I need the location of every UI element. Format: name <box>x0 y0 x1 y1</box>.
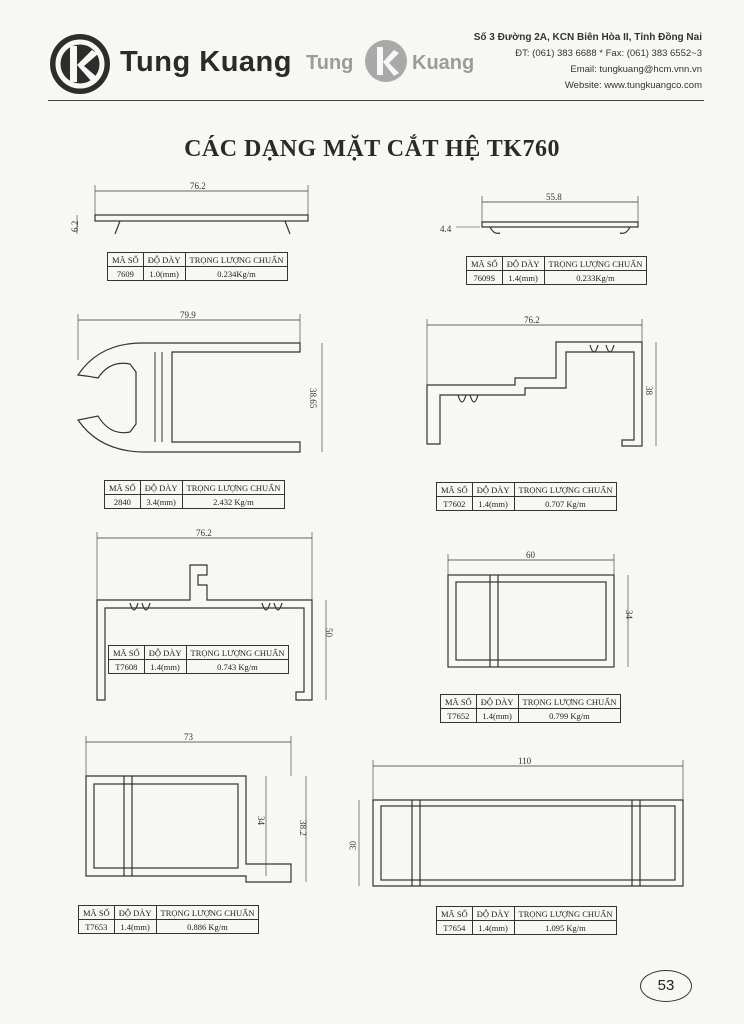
profile-drawing-t7608 <box>97 532 326 700</box>
header-thickness: ĐỘ DÀY <box>144 646 186 660</box>
website[interactable]: Website: www.tungkuangco.com <box>564 80 702 91</box>
dim-t7602-height: 38 <box>644 386 654 395</box>
profile-weight: 0.886 Kg/m <box>156 920 259 934</box>
header-code: MÃ SỐ <box>108 253 144 267</box>
dim-t7602-width: 76.2 <box>524 315 540 325</box>
spec-table-t7652 <box>440 694 621 723</box>
brand-logo-text-left: Tung <box>306 52 354 74</box>
header-thickness: ĐỘ DÀY <box>502 257 544 271</box>
profile-code: T7654 <box>437 921 473 935</box>
dim-t7654-width: 110 <box>518 756 532 766</box>
header-weight: TRỌNG LƯỢNG CHUẨN <box>156 906 259 920</box>
spec-table-2840 <box>104 480 285 509</box>
brand-name: Tung Kuang <box>120 46 292 78</box>
profile-thickness: 1.4(mm) <box>476 709 518 723</box>
dim-t7654-height: 30 <box>348 841 358 850</box>
header-thickness: ĐỘ DÀY <box>114 906 156 920</box>
page-number: 53 <box>640 970 692 1002</box>
header-code: MÃ SỐ <box>109 646 145 660</box>
profile-weight: 0.707 Kg/m <box>514 497 617 511</box>
profile-weight: 1.095 Kg/m <box>514 921 617 935</box>
spec-table-t7653 <box>78 905 259 934</box>
profile-weight: 0.799 Kg/m <box>518 709 621 723</box>
profile-drawing-7609 <box>77 185 308 234</box>
dim-t7653-width: 73 <box>184 732 193 742</box>
dim-t7608-width: 76.2 <box>196 528 212 538</box>
profile-thickness: 1.4(mm) <box>472 921 514 935</box>
header-code: MÃ SỐ <box>79 906 115 920</box>
spec-table-t7654 <box>436 906 617 935</box>
profile-thickness: 1.4(mm) <box>502 271 544 285</box>
dim-t7652-width: 60 <box>526 550 535 560</box>
header-weight: TRỌNG LƯỢNG CHUẨN <box>518 695 621 709</box>
dim-7609-width: 76.2 <box>190 181 206 191</box>
header-weight: TRỌNG LƯỢNG CHUẨN <box>182 481 285 495</box>
profile-thickness: 1.4(mm) <box>144 660 186 674</box>
page-title: CÁC DẠNG MẶT CẮT HỆ TK760 <box>184 136 560 162</box>
header-weight: TRỌNG LƯỢNG CHUẨN <box>544 257 647 271</box>
profile-code: T7608 <box>109 660 145 674</box>
dim-t7652-height: 34 <box>624 610 634 619</box>
profile-drawing-2840 <box>78 314 322 452</box>
header-weight: TRỌNG LƯỢNG CHUẨN <box>186 646 289 660</box>
profile-weight: 2.432 Kg/m <box>182 495 285 509</box>
header-code: MÃ SỐ <box>437 483 473 497</box>
profile-code: 7609 <box>108 267 144 281</box>
profile-thickness: 3.4(mm) <box>140 495 182 509</box>
profile-drawing-t7654 <box>359 760 683 886</box>
profile-thickness: 1.4(mm) <box>114 920 156 934</box>
dim-2840-width: 79.9 <box>180 310 196 320</box>
profile-code: 2840 <box>105 495 141 509</box>
profile-code: T7653 <box>79 920 115 934</box>
brand-logo-text-right: Kuang <box>412 52 475 74</box>
profile-thickness: 1.0(mm) <box>143 267 185 281</box>
header-thickness: ĐỘ DÀY <box>140 481 182 495</box>
spec-table-t7608 <box>108 645 289 674</box>
header-weight: TRỌNG LƯỢNG CHUẨN <box>514 483 617 497</box>
dim-t7653-height-outer: 38.2 <box>298 820 308 836</box>
header-thickness: ĐỘ DÀY <box>472 483 514 497</box>
profile-code: T7602 <box>437 497 473 511</box>
header-code: MÃ SỐ <box>467 257 503 271</box>
spec-table-7609s <box>466 256 647 285</box>
header-weight: TRỌNG LƯỢNG CHUẨN <box>514 907 617 921</box>
header-code: MÃ SỐ <box>441 695 477 709</box>
header-code: MÃ SỐ <box>437 907 473 921</box>
header-thickness: ĐỘ DÀY <box>472 907 514 921</box>
profile-weight: 0.233Kg/m <box>544 271 647 285</box>
dim-t7608-height: 50 <box>324 628 334 637</box>
company-address: Số 3 Đường 2A, KCN Biên Hòa II, Tỉnh Đồng Nai <box>473 32 702 43</box>
profile-drawing-t7602 <box>427 319 656 446</box>
profile-drawing-t7653 <box>86 736 306 882</box>
spec-table-7609 <box>107 252 288 281</box>
profile-weight: 0.743 Kg/m <box>186 660 289 674</box>
header-thickness: ĐỘ DÀY <box>143 253 185 267</box>
profile-code: 7609S <box>467 271 503 285</box>
header-code: MÃ SỐ <box>105 481 141 495</box>
profile-code: T7652 <box>441 709 477 723</box>
profile-thickness: 1.4(mm) <box>472 497 514 511</box>
dim-7609s-height: 4.4 <box>440 224 452 234</box>
email[interactable]: Email: tungkuang@hcm.vnn.vn <box>570 64 702 75</box>
phone-fax: ĐT: (061) 383 6688 * Fax: (061) 383 6552~3 <box>515 48 702 59</box>
header-weight: TRỌNG LƯỢNG CHUẨN <box>185 253 288 267</box>
profile-drawing-t7652 <box>448 554 628 667</box>
dim-7609-height: 6.2 <box>70 220 80 232</box>
header-thickness: ĐỘ DÀY <box>476 695 518 709</box>
profile-weight: 0.234Kg/m <box>185 267 288 281</box>
spec-table-t7602 <box>436 482 617 511</box>
dim-2840-height: 38.65 <box>308 388 318 409</box>
dim-7609s-width: 55.8 <box>546 192 562 202</box>
dim-t7653-height-inner: 34 <box>256 816 266 825</box>
